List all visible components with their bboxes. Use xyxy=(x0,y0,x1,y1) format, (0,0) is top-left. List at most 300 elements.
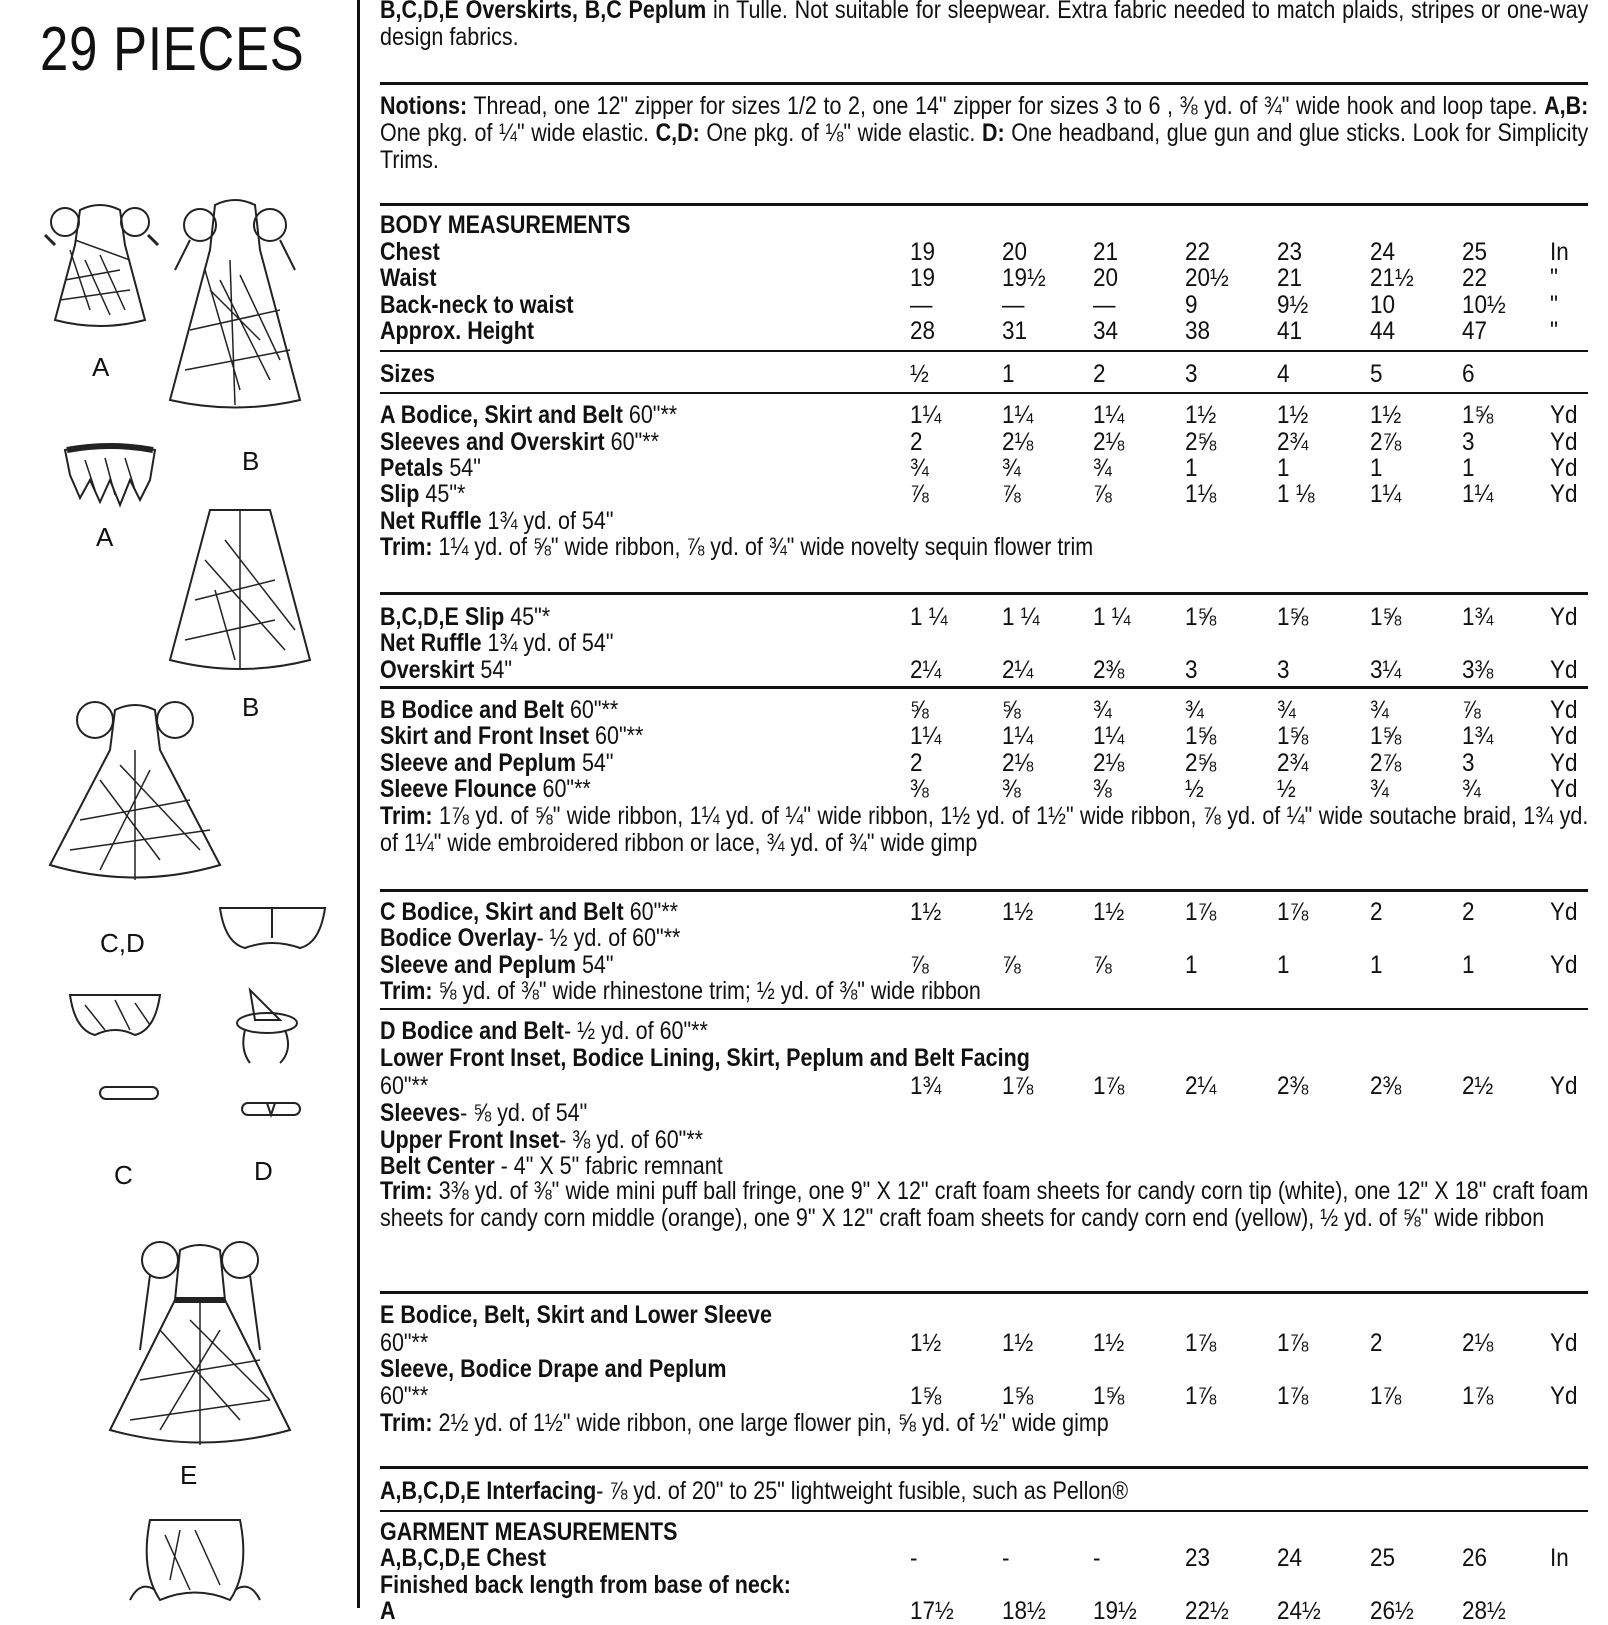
section-b-row-4-label xyxy=(380,776,591,802)
section-e-line-4 xyxy=(380,1383,1590,1409)
section-a-row-2-cell-1: 2 xyxy=(910,428,923,456)
body-row-1-cell-5: 23 xyxy=(1277,238,1303,266)
sizes-row-cell-4: 3 xyxy=(1185,360,1198,388)
bcde-overskirt-cell-5: 3 xyxy=(1277,656,1290,684)
illustrations-panel xyxy=(0,0,357,1608)
garment-a-cell-2: 18½ xyxy=(1002,1597,1046,1625)
section-e-line-4-cell-5: 1⅞ xyxy=(1277,1382,1309,1410)
section-e-line-2-cell-7: 2⅛ xyxy=(1462,1329,1494,1357)
section-b-row-3-cell-1: 2 xyxy=(910,749,923,777)
section-d-line-1-text: - ½ yd. of 60"** xyxy=(563,1017,708,1045)
section-a-row-1 xyxy=(380,402,1590,428)
sizes-row-cell-6: 5 xyxy=(1370,360,1383,388)
body-row-1-bold: Chest xyxy=(380,238,440,266)
section-a-row-4-cell-4: 1⅛ xyxy=(1185,480,1217,508)
section-b-row-4-bold: Sleeve Flounce xyxy=(380,775,537,803)
section-e-line-2-cell-6: 2 xyxy=(1370,1329,1383,1357)
section-e-line-4-cell-4: 1⅞ xyxy=(1185,1382,1217,1410)
section-a-ruffle xyxy=(380,508,1590,534)
section-c-row-1-cell-5: 1⅞ xyxy=(1277,898,1309,926)
section-c-row-1-cell-7: 2 xyxy=(1462,898,1475,926)
bcde-overskirt-cell-3: 2⅜ xyxy=(1093,656,1125,684)
section-a-row-2-label xyxy=(380,429,659,455)
section-a-row-4-cell-5: 1 ⅛ xyxy=(1277,480,1315,508)
garment-back-label xyxy=(380,1572,791,1598)
body-row-2-cell-2: 19½ xyxy=(1002,264,1046,292)
section-b-row-4-cell-4: ½ xyxy=(1185,775,1204,803)
section-a-ruffle-text: 1¾ yd. of 54" xyxy=(481,507,614,535)
interfacing-text: - ⅞ yd. of 20" to 25" lightweight fusible, such as Pellon® xyxy=(596,1477,1129,1505)
section-d-line-2-label xyxy=(380,1045,1030,1071)
figure-e-dress xyxy=(100,1230,300,1460)
section-e-line-4-unit: Yd xyxy=(1550,1382,1578,1410)
section-a-row-1-cell-4: 1½ xyxy=(1185,401,1217,429)
section-d-line-5-bold: Upper Front Inset xyxy=(380,1126,560,1154)
notions-text-4: One headband, glue gun and glue sticks. Look for Simplicity Trims. xyxy=(380,119,1589,174)
body-row-3-label xyxy=(380,292,574,318)
section-b-row-4-unit: Yd xyxy=(1550,775,1578,803)
section-b-row-4-cell-6: ¾ xyxy=(1370,775,1389,803)
section-b-row-2-cell-2: 1¼ xyxy=(1002,722,1034,750)
section-b-row-3-cell-5: 2¾ xyxy=(1277,749,1309,777)
section-b-row-4-text: 60"** xyxy=(536,775,591,803)
section-c-overlay xyxy=(380,925,1590,951)
section-d-line-3-cell-6: 2⅜ xyxy=(1370,1072,1402,1100)
body-row-3-cell-1: — xyxy=(910,291,933,319)
label-cd: C,D xyxy=(100,928,145,958)
body-row-3-unit: " xyxy=(1550,291,1558,319)
body-row-3 xyxy=(380,292,1590,318)
bcde-slip-bold: B,C,D,E Slip xyxy=(380,603,505,631)
intro-bold: B,C,D,E Overskirts, B,C Peplum xyxy=(380,0,707,24)
section-b-row-1-cell-6: ¾ xyxy=(1370,696,1389,724)
bcde-slip-cell-2: 1 ¼ xyxy=(1002,603,1040,631)
body-row-1-cell-3: 21 xyxy=(1093,238,1119,266)
section-b-row-2-unit: Yd xyxy=(1550,722,1578,750)
bcde-slip-label xyxy=(380,604,550,630)
section-b-row-4-cell-7: ¾ xyxy=(1462,775,1481,803)
divider-2 xyxy=(380,203,1588,206)
body-row-4-cell-7: 47 xyxy=(1462,317,1488,345)
body-row-2-unit: " xyxy=(1550,264,1558,292)
figure-peplum xyxy=(210,898,335,958)
section-c-row-2-bold: Sleeve and Peplum xyxy=(380,951,576,979)
section-b-row-2 xyxy=(380,723,1590,749)
section-e-line-2-cell-1: 1½ xyxy=(910,1329,942,1357)
section-e-line-1 xyxy=(380,1302,1590,1328)
divider-5 xyxy=(380,592,1588,595)
section-e-line-2-cell-3: 1½ xyxy=(1093,1329,1125,1357)
body-row-4 xyxy=(380,318,1590,344)
bcde-overskirt-cell-4: 3 xyxy=(1185,656,1198,684)
section-b-trim-text: 1⅞ yd. of ⅝" wide ribbon, 1¼ yd. of ¼" wide ribbon, 1½ yd. of 1½" wide ribbon, ⅞ yd. of ¼" wide soutache braid, 1¾ yd. of 1¼" wide embroidered ribbon or lace, ¾ yd. of ¾" wide gimp xyxy=(380,802,1589,857)
body-row-2-cell-5: 21 xyxy=(1277,264,1303,292)
bcde-slip-cell-3: 1 ¼ xyxy=(1093,603,1131,631)
section-c-row-2 xyxy=(380,952,1590,978)
section-d-line-3-unit: Yd xyxy=(1550,1072,1578,1100)
section-a-row-3-cell-1: ¾ xyxy=(910,454,929,482)
section-a-row-1-cell-2: 1¼ xyxy=(1002,401,1034,429)
body-row-3-cell-6: 10 xyxy=(1370,291,1396,319)
section-c-overlay-bold: Bodice Overlay xyxy=(380,924,537,952)
column-divider xyxy=(357,0,360,1608)
section-d-line-3-cell-2: 1⅞ xyxy=(1002,1072,1034,1100)
section-a-row-3-cell-3: ¾ xyxy=(1093,454,1112,482)
section-d-line-2-bold: Lower Front Inset, Bodice Lining, Skirt, Peplum and Belt Facing xyxy=(380,1044,1030,1072)
body-row-3-cell-7: 10½ xyxy=(1462,291,1506,319)
section-a-row-3-cell-2: ¾ xyxy=(1002,454,1021,482)
notions xyxy=(380,93,1588,174)
section-e-line-2 xyxy=(380,1330,1590,1356)
garment-a-label xyxy=(380,1598,396,1624)
section-d-trim-bold: Trim: xyxy=(380,1177,433,1205)
section-c-trim-bold: Trim: xyxy=(380,977,433,1005)
section-b-row-1-cell-7: ⅞ xyxy=(1462,696,1481,724)
garment-chest-cell-4: 23 xyxy=(1185,1544,1211,1572)
garment-heading xyxy=(380,1519,1590,1545)
section-b-row-4 xyxy=(380,776,1590,802)
section-c-row-1-bold: C Bodice, Skirt and Belt xyxy=(380,898,624,926)
section-a-row-2-unit: Yd xyxy=(1550,428,1578,456)
section-c-row-2-cell-5: 1 xyxy=(1277,951,1290,979)
section-b-row-4-cell-2: ⅜ xyxy=(1002,775,1021,803)
section-d-line-6-label xyxy=(380,1153,723,1179)
garment-chest-label xyxy=(380,1545,546,1571)
section-d-line-1-bold: D Bodice and Belt xyxy=(380,1017,564,1045)
section-e-line-4-cell-6: 1⅞ xyxy=(1370,1382,1402,1410)
section-a-ruffle-label xyxy=(380,508,613,534)
interfacing xyxy=(380,1478,1590,1504)
pieces-count: 29 PIECES xyxy=(40,15,305,84)
notions-text-2: One pkg. of ¼" wide elastic. xyxy=(380,119,656,147)
section-a-row-4-cell-7: 1¼ xyxy=(1462,480,1494,508)
section-b-row-4-cell-3: ⅜ xyxy=(1093,775,1112,803)
garment-back-bold: Finished back length from base of neck: xyxy=(380,1571,791,1599)
bcde-slip xyxy=(380,604,1590,630)
section-b-row-1-cell-1: ⅝ xyxy=(910,696,929,724)
sizes-row-cell-3: 2 xyxy=(1093,360,1106,388)
section-a-row-2-text: 60"** xyxy=(604,428,659,456)
section-a-row-3-text: 54" xyxy=(443,454,481,482)
body-row-4-cell-4: 38 xyxy=(1185,317,1211,345)
section-a-row-1-cell-7: 1⅝ xyxy=(1462,401,1494,429)
body-row-1-cell-1: 19 xyxy=(910,238,936,266)
divider-3 xyxy=(380,350,1588,352)
bcde-ruffle-bold: Net Ruffle xyxy=(380,629,482,657)
notions-text-3: One pkg. of ⅛" wide elastic. xyxy=(699,119,982,147)
garment-chest-cell-7: 26 xyxy=(1462,1544,1488,1572)
section-b-row-4-cell-5: ½ xyxy=(1277,775,1296,803)
section-a-row-3-cell-7: 1 xyxy=(1462,454,1475,482)
garment-a xyxy=(380,1598,1590,1624)
section-d-line-1 xyxy=(380,1018,1590,1044)
body-row-2-cell-7: 22 xyxy=(1462,264,1488,292)
section-d-line-3-cell-1: 1¾ xyxy=(910,1072,942,1100)
bcde-overskirt-label xyxy=(380,657,512,683)
section-a-row-1-cell-3: 1¼ xyxy=(1093,401,1125,429)
section-c-row-1-label xyxy=(380,899,678,925)
section-b-row-1-label xyxy=(380,697,618,723)
section-a-row-1-unit: Yd xyxy=(1550,401,1578,429)
bcde-ruffle xyxy=(380,630,1590,656)
section-a-row-2-cell-5: 2¾ xyxy=(1277,428,1309,456)
section-d-line-4 xyxy=(380,1100,1590,1126)
body-row-1-cell-6: 24 xyxy=(1370,238,1396,266)
bcde-slip-unit: Yd xyxy=(1550,603,1578,631)
bcde-ruffle-text: 1¾ yd. of 54" xyxy=(481,629,614,657)
garment-chest-cell-2: - xyxy=(1002,1544,1010,1572)
section-a-row-3-cell-4: 1 xyxy=(1185,454,1198,482)
section-a-row-3-unit: Yd xyxy=(1550,454,1578,482)
section-a-row-1-cell-5: 1½ xyxy=(1277,401,1309,429)
section-d-line-6 xyxy=(380,1153,1590,1179)
sizes-row-label xyxy=(380,361,435,387)
body-row-4-cell-5: 41 xyxy=(1277,317,1303,345)
section-d-line-6-text: - 4" X 5" fabric remnant xyxy=(494,1152,723,1180)
section-c-row-1-cell-2: 1½ xyxy=(1002,898,1034,926)
section-e-line-2-text: 60"** xyxy=(380,1329,429,1357)
garment-chest-cell-3: - xyxy=(1093,1544,1101,1572)
bcde-slip-cell-1: 1 ¼ xyxy=(910,603,948,631)
section-a-row-1-text: 60"** xyxy=(622,401,678,429)
section-b-row-3-cell-3: 2⅛ xyxy=(1093,749,1125,777)
body-row-1-cell-2: 20 xyxy=(1002,238,1028,266)
body-row-4-cell-2: 31 xyxy=(1002,317,1028,345)
label-d: D xyxy=(254,1156,273,1186)
section-e-line-4-cell-3: 1⅝ xyxy=(1093,1382,1125,1410)
section-b-row-3 xyxy=(380,750,1590,776)
section-e-line-1-bold: E Bodice, Belt, Skirt and Lower Sleeve xyxy=(380,1301,772,1329)
section-a-row-4-cell-1: ⅞ xyxy=(910,480,929,508)
body-row-3-cell-3: — xyxy=(1093,291,1116,319)
section-a-row-3-cell-5: 1 xyxy=(1277,454,1290,482)
figure-hat xyxy=(225,985,305,1070)
section-a-trim-label xyxy=(380,534,1093,560)
section-e-trim xyxy=(380,1410,1590,1436)
section-d-line-2 xyxy=(380,1045,1590,1071)
bcde-overskirt-cell-1: 2¼ xyxy=(910,656,942,684)
garment-a-cell-3: 19½ xyxy=(1093,1597,1137,1625)
label-b1: B xyxy=(242,446,260,476)
section-c-row-2-cell-1: ⅞ xyxy=(910,951,929,979)
section-b-row-1-unit: Yd xyxy=(1550,696,1578,724)
section-c-trim-label xyxy=(380,978,981,1004)
body-row-2-cell-3: 20 xyxy=(1093,264,1119,292)
section-e-line-4-cell-7: 1⅞ xyxy=(1462,1382,1494,1410)
section-a-trim-bold: Trim: xyxy=(380,533,433,561)
section-b-row-1-cell-5: ¾ xyxy=(1277,696,1296,724)
section-b-row-2-text: 60"** xyxy=(589,722,644,750)
section-b-trim-bold: Trim: xyxy=(380,802,433,830)
section-e-line-2-cell-5: 1⅞ xyxy=(1277,1329,1309,1357)
label-c: C xyxy=(114,1160,133,1190)
section-c-row-2-unit: Yd xyxy=(1550,951,1578,979)
divider-7 xyxy=(380,889,1588,892)
section-a-row-4 xyxy=(380,481,1590,507)
interfacing-label xyxy=(380,1478,1128,1504)
section-c-row-2-cell-6: 1 xyxy=(1370,951,1383,979)
figure-peplum-c xyxy=(60,985,170,1045)
garment-heading-bold: GARMENT MEASUREMENTS xyxy=(380,1518,678,1546)
section-c-trim xyxy=(380,978,1590,1004)
section-b-row-1 xyxy=(380,697,1590,723)
body-row-2-cell-4: 20½ xyxy=(1185,264,1229,292)
section-d-line-4-label xyxy=(380,1100,587,1126)
section-e-trim-bold: Trim: xyxy=(380,1409,433,1437)
section-a-row-4-cell-6: 1¼ xyxy=(1370,480,1402,508)
bcde-overskirt-unit: Yd xyxy=(1550,656,1578,684)
section-e-line-4-cell-2: 1⅝ xyxy=(1002,1382,1034,1410)
section-a-row-1-cell-6: 1½ xyxy=(1370,401,1402,429)
section-d-line-6-bold: Belt Center xyxy=(380,1152,495,1180)
figure-b-skirt xyxy=(165,500,315,680)
sizes-row xyxy=(380,361,1590,387)
section-a-row-4-text: 45"* xyxy=(419,480,466,508)
garment-chest-cell-5: 24 xyxy=(1277,1544,1303,1572)
section-e-trim-text: 2½ yd. of 1½" wide ribbon, one large flower pin, ⅝ yd. of ½" wide gimp xyxy=(432,1409,1109,1437)
body-row-4-cell-6: 44 xyxy=(1370,317,1396,345)
section-c-row-2-cell-7: 1 xyxy=(1462,951,1475,979)
figure-belt-c xyxy=(98,1082,160,1106)
notions-text-1: Thread, one 12" zipper for sizes 1/2 to 2, one 14" zipper for sizes 3 to 6 , ⅜ yd. of ¾" wide hook and loop tape. xyxy=(467,92,1545,120)
body-row-1-label xyxy=(380,239,440,265)
sizes-row-cell-1: ½ xyxy=(910,360,929,388)
body-row-1-cell-4: 22 xyxy=(1185,238,1211,266)
section-b-row-1-cell-2: ⅝ xyxy=(1002,696,1021,724)
section-c-row-1-cell-3: 1½ xyxy=(1093,898,1125,926)
section-b-row-3-unit: Yd xyxy=(1550,749,1578,777)
figure-a-petals xyxy=(55,440,165,510)
garment-a-cell-6: 26½ xyxy=(1370,1597,1414,1625)
body-row-3-cell-2: — xyxy=(1002,291,1025,319)
section-a-row-1-bold: A Bodice, Skirt and Belt xyxy=(380,401,623,429)
section-c-trim-text: ⅝ yd. of ⅜" wide rhinestone trim; ½ yd. of ⅜" wide ribbon xyxy=(432,977,981,1005)
section-c-row-1-text: 60"** xyxy=(623,898,678,926)
section-d-line-3-cell-5: 2⅜ xyxy=(1277,1072,1309,1100)
section-e-line-3 xyxy=(380,1356,1590,1382)
section-a-row-1-label xyxy=(380,402,677,428)
section-b-row-3-bold: Sleeve and Peplum xyxy=(380,749,576,777)
section-c-row-1 xyxy=(380,899,1590,925)
label-a2: A xyxy=(96,522,114,552)
section-c-overlay-label xyxy=(380,925,680,951)
garment-chest-cell-1: - xyxy=(910,1544,918,1572)
section-b-row-1-bold: B Bodice and Belt xyxy=(380,696,564,724)
divider-10 xyxy=(380,1466,1588,1469)
section-b-trim xyxy=(380,803,1588,857)
sizes-row-cell-5: 4 xyxy=(1277,360,1290,388)
section-b-row-2-cell-5: 1⅝ xyxy=(1277,722,1309,750)
section-a-row-2-cell-4: 2⅝ xyxy=(1185,428,1217,456)
label-b2: B xyxy=(242,692,260,722)
notions-d: D: xyxy=(981,119,1005,147)
garment-chest-bold: A,B,C,D,E Chest xyxy=(380,1544,547,1572)
section-a-trim-text: 1¼ yd. of ⅝" wide ribbon, ⅞ yd. of ¾" wide novelty sequin flower trim xyxy=(432,533,1094,561)
body-row-3-cell-4: 9 xyxy=(1185,291,1198,319)
divider-6 xyxy=(380,686,1588,689)
section-c-row-2-cell-2: ⅞ xyxy=(1002,951,1021,979)
section-e-line-2-unit: Yd xyxy=(1550,1329,1578,1357)
label-a1: A xyxy=(92,352,110,382)
bcde-overskirt-bold: Overskirt xyxy=(380,656,475,684)
sizes-row-cell-7: 6 xyxy=(1462,360,1475,388)
bcde-slip-cell-5: 1⅝ xyxy=(1277,603,1309,631)
section-b-row-3-label xyxy=(380,750,614,776)
body-row-2-label xyxy=(380,265,437,291)
body-row-2-cell-6: 21½ xyxy=(1370,264,1414,292)
section-e-line-3-label xyxy=(380,1356,727,1382)
garment-chest-cell-6: 25 xyxy=(1370,1544,1396,1572)
section-e-trim-label xyxy=(380,1410,1109,1436)
section-c-row-2-label xyxy=(380,952,614,978)
interfacing-bold: A,B,C,D,E Interfacing xyxy=(380,1477,597,1505)
body-row-1 xyxy=(380,239,1590,265)
body-heading-bold: BODY MEASUREMENTS xyxy=(380,211,631,239)
body-row-3-cell-5: 9½ xyxy=(1277,291,1309,319)
section-c-row-2-cell-4: 1 xyxy=(1185,951,1198,979)
section-a-row-2 xyxy=(380,429,1590,455)
section-b-row-2-cell-7: 1¾ xyxy=(1462,722,1494,750)
sizes-row-cell-2: 1 xyxy=(1002,360,1015,388)
body-row-2 xyxy=(380,265,1590,291)
bcde-overskirt xyxy=(380,657,1590,683)
section-e-line-4-text: 60"** xyxy=(380,1382,429,1410)
section-d-line-1-label xyxy=(380,1018,708,1044)
section-a-row-2-cell-3: 2⅛ xyxy=(1093,428,1125,456)
body-row-4-unit: " xyxy=(1550,317,1558,345)
bcde-overskirt-cell-6: 3¼ xyxy=(1370,656,1402,684)
bcde-slip-cell-7: 1¾ xyxy=(1462,603,1494,631)
section-d-line-5-text: - ⅜ yd. of 60"** xyxy=(559,1126,704,1154)
section-b-row-2-bold: Skirt and Front Inset xyxy=(380,722,590,750)
garment-a-bold: A xyxy=(380,1597,396,1625)
figure-e-peplum xyxy=(110,1510,280,1610)
section-c-row-1-cell-4: 1⅞ xyxy=(1185,898,1217,926)
section-a-row-4-cell-3: ⅞ xyxy=(1093,480,1112,508)
garment-a-cell-7: 28½ xyxy=(1462,1597,1506,1625)
section-a-row-2-cell-2: 2⅛ xyxy=(1002,428,1034,456)
garment-chest-unit: In xyxy=(1550,1544,1569,1572)
section-d-line-4-text: - ⅝ yd. of 54" xyxy=(460,1099,588,1127)
section-d-trim xyxy=(380,1178,1588,1232)
section-a-row-4-unit: Yd xyxy=(1550,480,1578,508)
section-a-row-4-bold: Slip xyxy=(380,480,420,508)
section-e-line-2-cell-2: 1½ xyxy=(1002,1329,1034,1357)
garment-a-cell-4: 22½ xyxy=(1185,1597,1229,1625)
section-b-row-1-text: 60"** xyxy=(563,696,619,724)
section-c-row-2-cell-3: ⅞ xyxy=(1093,951,1112,979)
body-row-1-cell-7: 25 xyxy=(1462,238,1488,266)
section-d-line-3-cell-7: 2½ xyxy=(1462,1072,1494,1100)
figure-a-dress xyxy=(30,200,170,340)
divider-8 xyxy=(380,1008,1588,1010)
section-c-row-1-unit: Yd xyxy=(1550,898,1578,926)
section-a-row-3-label xyxy=(380,455,481,481)
intro-text: in Tulle. Not suitable for sleepwear. Extra fabric needed to match plaids, stripes or one-way design fabrics. xyxy=(380,0,1589,51)
section-a-row-2-bold: Sleeves and Overskirt xyxy=(380,428,605,456)
section-a-ruffle-bold: Net Ruffle xyxy=(380,507,482,535)
section-e-line-1-label xyxy=(380,1302,772,1328)
section-a-row-3 xyxy=(380,455,1590,481)
body-row-4-cell-3: 34 xyxy=(1093,317,1119,345)
figure-b-dress xyxy=(160,190,310,420)
section-d-line-5 xyxy=(380,1127,1590,1153)
body-row-4-label xyxy=(380,318,534,344)
section-d-line-3-text: 60"** xyxy=(380,1072,429,1100)
section-b-row-1-cell-3: ¾ xyxy=(1093,696,1112,724)
section-a-row-4-cell-2: ⅞ xyxy=(1002,480,1021,508)
section-b-row-2-cell-3: 1¼ xyxy=(1093,722,1125,750)
